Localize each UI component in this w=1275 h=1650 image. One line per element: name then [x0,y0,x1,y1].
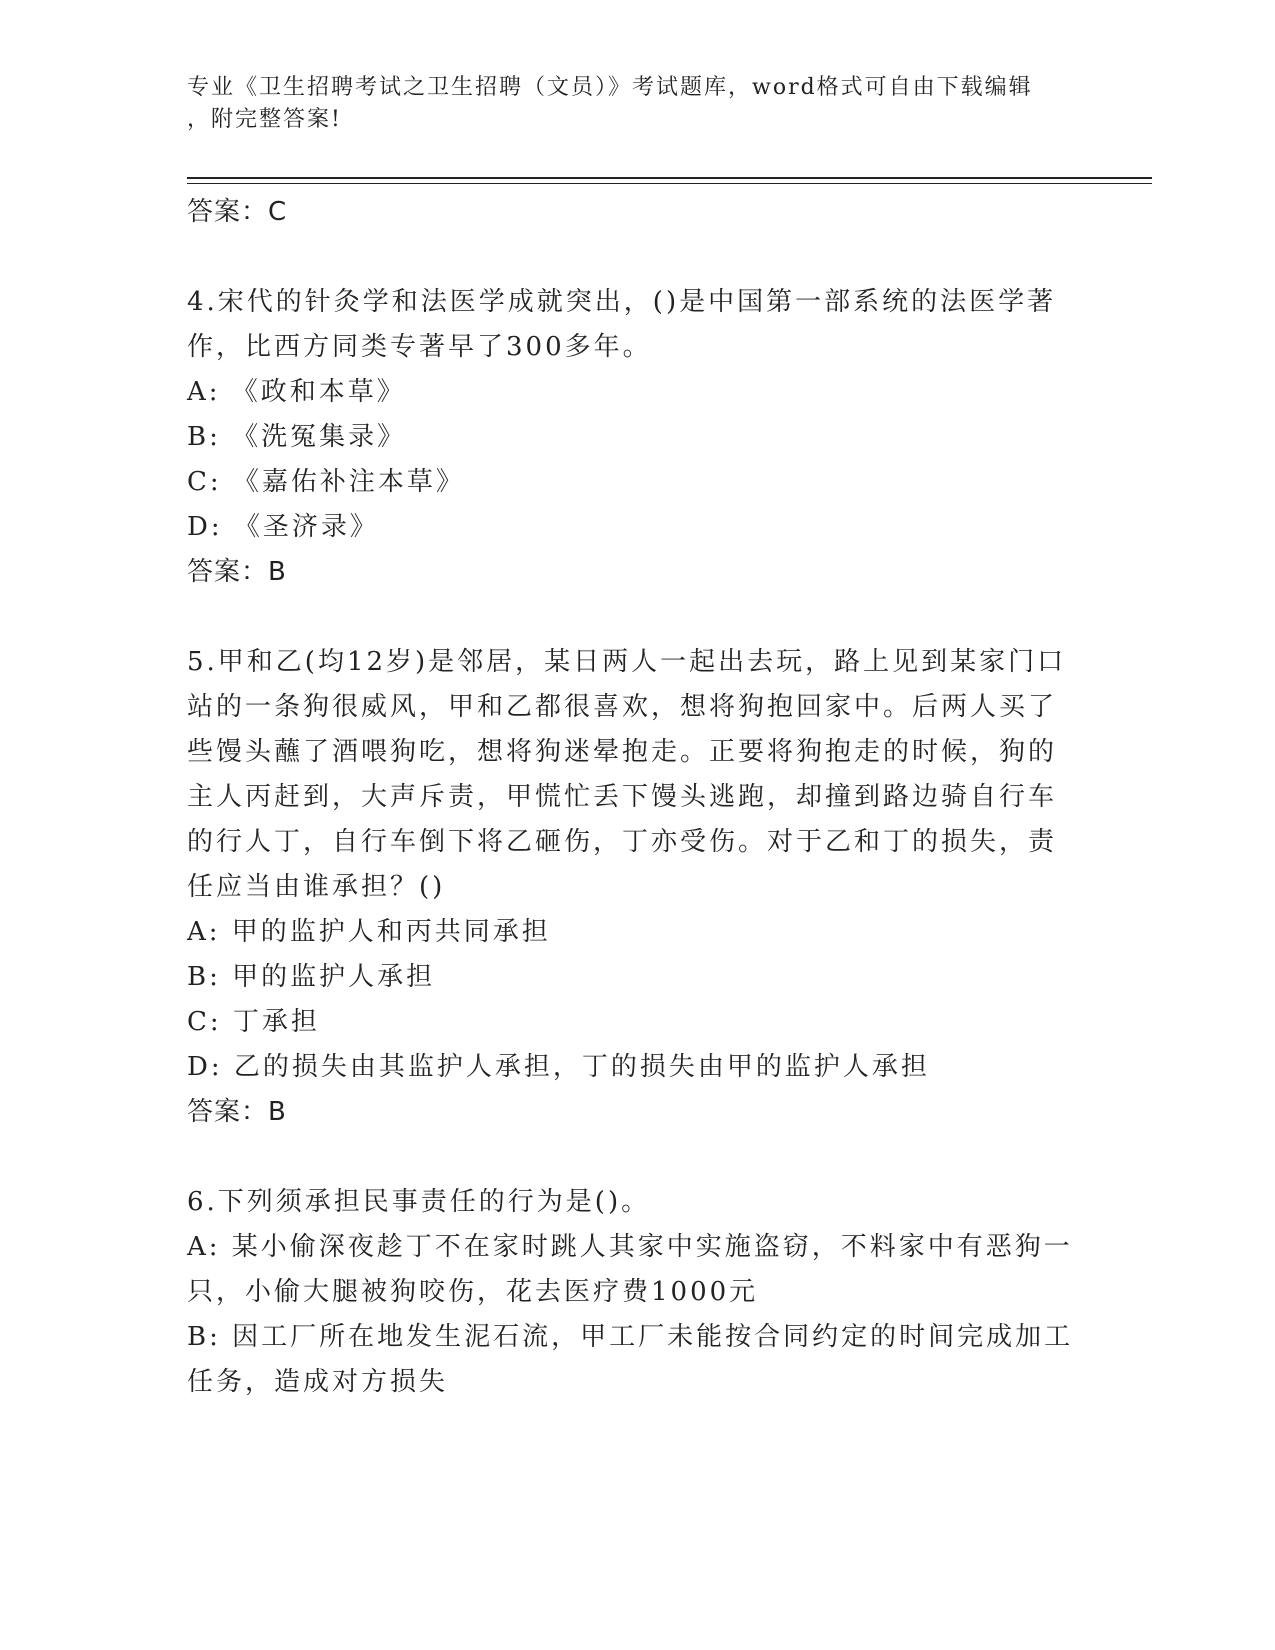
header-line-1: 专业《卫生招聘考试之卫生招聘（文员）》考试题库，word格式可自由下载编辑 [187,75,1033,100]
option-b [187,1315,1077,1405]
option-c: C: 《嘉佑补注本草》 [187,467,465,497]
option-line: 只，小偷大腿被狗咬伤，花去医疗费1000元 [187,1277,759,1307]
previous-answer: 答案：C [187,197,288,227]
page-header [187,72,1087,136]
header-line-2: ，附完整答案! [187,107,342,132]
question-stem [187,1180,1077,1225]
option-c: C: 丁承担 [187,1007,320,1037]
question-stem-line: 作，比西方同类专著早了300多年。 [187,332,652,362]
option-line: 任务，造成对方损失 [187,1367,449,1397]
question-stem-line: 5.甲和乙(均12岁)是邻居，某日两人一起出去玩，路上见到某家门口 [187,647,1067,677]
question-stem-line: 4.宋代的针灸学和法医学成就突出，()是中国第一部系统的法医学著 [187,287,1057,317]
question-stem-line: 站的一条狗很威风，甲和乙都很喜欢，想将狗抱回家中。后两人买了 [187,692,1058,722]
question-stem-line: 的行人丁，自行车倒下将乙砸伤，丁亦受伤。对于乙和丁的损失，责 [187,827,1058,857]
question-stem-line: 任应当由谁承担？() [187,872,446,902]
option-a: A: 《政和本草》 [187,377,406,407]
question-block-5 [187,640,1077,1135]
question-stem-line: 些馒头蘸了酒喂狗吃，想将狗迷晕抱走。正要将狗抱走的时候，狗的 [187,737,1058,767]
option-d: D: 《圣济录》 [187,512,379,542]
question-stem [187,280,1077,370]
spacer [187,1135,1077,1180]
option-d: D: 乙的损失由其监护人承担，丁的损失由甲的监护人承担 [187,1052,930,1082]
answer: 答案：B [187,557,287,587]
option-a: A: 甲的监护人和丙共同承担 [187,917,551,947]
spacer [187,235,1077,280]
option-b: B: 《洗冤集录》 [187,422,407,452]
header-rule-thin [187,183,1152,184]
option-line: B: 因工厂所在地发生泥石流，甲工厂未能按合同约定的时间完成加工 [187,1322,1074,1352]
spacer [187,595,1077,640]
question-stem-line: 6.下列须承担民事责任的行为是()。 [187,1187,651,1217]
question-stem-line: 主人丙赶到，大声斥责，甲慌忙丢下馒头逃跑，却撞到路边骑自行车 [187,782,1058,812]
answer: 答案：B [187,1097,287,1127]
header-rule-thick [187,177,1152,179]
question-block-6 [187,1180,1077,1405]
option-line: A: 某小偷深夜趁丁不在家时跳人其家中实施盗窃，不料家中有恶狗一 [187,1232,1073,1262]
option-a [187,1225,1077,1315]
option-b: B: 甲的监护人承担 [187,962,436,992]
document-body [187,190,1077,1405]
question-block-4 [187,280,1077,595]
question-stem [187,640,1077,910]
